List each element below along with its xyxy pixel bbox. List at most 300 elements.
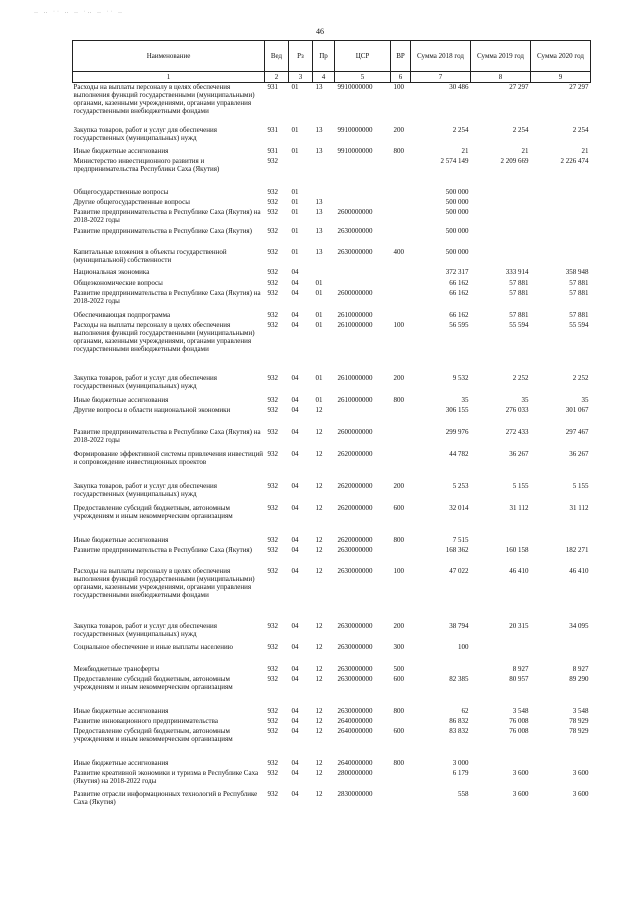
row-pr: 12 (315, 621, 323, 630)
row-pr: 13 (315, 207, 323, 216)
row-ved: 932 (267, 545, 278, 554)
row-pr: 12 (315, 535, 323, 544)
row-name: Расходы на выплаты персоналу в целях обеспечения выполнения функций государственными (муниципальными) органами, казенными учреждениями, органами управления государственными внебюджетными фондами (73, 83, 255, 115)
row-sum-2019 (471, 188, 531, 198)
row-ved: 932 (267, 664, 278, 673)
row-ved: 931 (267, 83, 278, 91)
row-csr (335, 268, 391, 279)
row-vr: 800 (393, 395, 404, 404)
row-csr: 2620000000 (337, 503, 373, 512)
col-header-2018: Сумма 2018 год (411, 41, 471, 72)
row-rz: 04 (291, 545, 299, 554)
row-sum-2018: 2 254 (452, 125, 469, 134)
row-ved: 932 (267, 566, 278, 575)
row-sum-2018: 47 022 (449, 566, 469, 575)
row-ved: 932 (267, 621, 278, 630)
row-pr: 01 (315, 310, 323, 319)
row-ved: 932 (267, 642, 278, 651)
row-name: Развитие отрасли информационных технологий в Республике Саха (Якутия) (73, 789, 258, 806)
row-pr: 12 (315, 726, 323, 735)
row-sum-2020: 78 929 (569, 716, 589, 725)
row-vr: 600 (393, 674, 404, 683)
row-sum-2019: 27 297 (509, 83, 529, 91)
row-name: Развитие предпринимательства в Республике Саха (Якутия) (73, 545, 252, 554)
row-vr (391, 227, 411, 248)
row-pr: 12 (315, 664, 323, 673)
row-sum-2020: 358 948 (565, 267, 589, 276)
row-rz: 04 (291, 320, 299, 329)
row-rz: 04 (291, 758, 299, 767)
row-sum-2018: 6 179 (452, 768, 469, 777)
row-pr: 12 (315, 449, 323, 458)
row-pr: 12 (315, 642, 323, 651)
row-name: Министерство инвестиционного развития и предпринимательства Республики Саха (Якутия) (73, 156, 220, 173)
header-row (73, 41, 591, 72)
row-rz: 04 (291, 642, 299, 651)
row-pr: 12 (315, 545, 323, 554)
row-sum-2020: 57 881 (569, 310, 589, 319)
row-rz: 04 (291, 278, 299, 287)
row-sum-2018: 5 253 (452, 481, 469, 490)
row-vr: 200 (393, 125, 404, 134)
row-ved: 931 (267, 125, 278, 134)
row-vr: 500 (393, 664, 404, 673)
row-sum-2018: 500 000 (445, 197, 469, 206)
row-csr: 2630000000 (337, 706, 373, 715)
col-number: 3 (289, 72, 313, 83)
row-name: Закупка товаров, работ и услуг для обеспечения государственных (муниципальных) нужд (73, 125, 217, 142)
row-ved: 932 (267, 187, 278, 196)
table-row (73, 504, 591, 536)
row-sum-2019 (471, 227, 531, 248)
row-rz: 01 (291, 83, 299, 91)
row-sum-2019: 3 548 (512, 706, 529, 715)
row-vr: 100 (393, 566, 404, 575)
row-csr: 2630000000 (337, 642, 373, 651)
row-vr: 800 (393, 535, 404, 544)
row-sum-2020: 297 467 (565, 427, 589, 436)
row-rz: 04 (291, 789, 299, 798)
row-sum-2019: 57 881 (509, 288, 529, 297)
row-sum-2018 (411, 665, 471, 675)
row-sum-2019 (471, 208, 531, 227)
row-ved: 932 (267, 226, 278, 235)
row-vr (391, 279, 411, 289)
col-header-vr: ВР (391, 41, 411, 72)
row-rz: 01 (291, 207, 299, 216)
row-sum-2020: 36 267 (569, 449, 589, 458)
row-ved: 932 (267, 481, 278, 490)
table-row (73, 289, 591, 311)
row-sum-2020 (531, 536, 591, 546)
col-header-pr: Пр (313, 41, 335, 72)
row-vr (391, 208, 411, 227)
row-sum-2018: 500 000 (445, 207, 469, 216)
row-pr: 13 (315, 247, 323, 256)
row-sum-2019: 3 600 (512, 768, 529, 777)
col-header-2019: Сумма 2019 год (471, 41, 531, 72)
row-csr (335, 188, 391, 198)
row-pr: 13 (315, 197, 323, 206)
row-vr (391, 311, 411, 321)
row-pr: 01 (315, 278, 323, 287)
row-sum-2018: 558 (458, 789, 469, 798)
row-rz: 04 (291, 310, 299, 319)
table-row (73, 188, 591, 198)
row-vr: 100 (393, 83, 404, 91)
row-rz: 04 (291, 674, 299, 683)
row-csr: 2830000000 (337, 789, 373, 798)
table-row (73, 450, 591, 482)
row-ved: 931 (267, 146, 278, 155)
row-ved: 932 (267, 373, 278, 382)
row-sum-2020: 57 881 (569, 288, 589, 297)
table-row (73, 279, 591, 289)
row-sum-2020: 182 271 (565, 545, 589, 554)
row-csr (335, 279, 391, 289)
row-ved: 932 (267, 310, 278, 319)
col-header-rz: Рз (289, 41, 313, 72)
row-pr: 13 (315, 83, 323, 91)
row-pr: 12 (315, 405, 323, 414)
row-name: Закупка товаров, работ и услуг для обеспечения государственных (муниципальных) нужд (73, 373, 217, 390)
row-rz: 04 (291, 716, 299, 725)
table-row (73, 157, 591, 188)
row-pr: 12 (315, 758, 323, 767)
row-sum-2019: 2 252 (512, 373, 529, 382)
table-row (73, 567, 591, 622)
row-csr: 2600000000 (337, 288, 373, 297)
row-csr: 2630000000 (337, 664, 373, 673)
table-row (73, 126, 591, 147)
table-row (73, 643, 591, 665)
row-ved: 932 (267, 156, 278, 165)
row-ved: 932 (267, 789, 278, 798)
col-header-ved: Вед (265, 41, 289, 72)
row-vr (391, 198, 411, 208)
column-number-row (73, 72, 591, 83)
row-sum-2020: 301 067 (565, 405, 589, 414)
row-ved: 932 (267, 716, 278, 725)
row-ved: 932 (267, 674, 278, 683)
table-row (73, 790, 591, 810)
row-vr: 300 (393, 642, 404, 651)
col-number: 9 (531, 72, 591, 83)
table-row (73, 665, 591, 675)
row-csr: 2600000000 (337, 207, 373, 216)
row-sum-2019: 76 008 (509, 716, 529, 725)
col-header-name: Наименование (73, 41, 265, 72)
row-rz: 04 (291, 768, 299, 777)
row-name: Развитие предпринимательства в Республике Саха (Якутия) на 2018-2022 годы (73, 207, 261, 224)
table-row (73, 248, 591, 268)
row-sum-2019: 21 (521, 146, 529, 155)
row-sum-2018: 66 162 (449, 310, 469, 319)
row-sum-2020 (531, 227, 591, 248)
row-csr: 9910000000 (337, 83, 373, 91)
table-row (73, 707, 591, 717)
row-sum-2018: 500 000 (445, 226, 469, 235)
row-sum-2019 (471, 536, 531, 546)
row-sum-2019 (471, 759, 531, 769)
row-name: Иные бюджетные ассигнования (73, 706, 169, 715)
row-csr: 2640000000 (337, 726, 373, 735)
row-csr: 2630000000 (337, 545, 373, 554)
row-ved: 932 (267, 247, 278, 256)
row-name: Развитие предпринимательства в Республике Саха (Якутия) на 2018-2022 годы (73, 427, 261, 444)
row-sum-2019: 36 267 (509, 449, 529, 458)
row-ved: 932 (267, 427, 278, 436)
row-sum-2020: 27 297 (569, 83, 589, 91)
row-rz: 04 (291, 503, 299, 512)
row-sum-2019: 2 254 (512, 125, 529, 134)
budget-table (72, 40, 591, 810)
row-sum-2019: 333 914 (505, 267, 529, 276)
row-rz: 04 (291, 566, 299, 575)
row-sum-2018: 500 000 (445, 247, 469, 256)
row-vr (391, 769, 411, 790)
row-sum-2018: 500 000 (445, 187, 469, 196)
row-csr: 2630000000 (337, 226, 373, 235)
row-sum-2019: 2 209 669 (500, 156, 529, 165)
row-ved: 932 (267, 405, 278, 414)
row-pr: 01 (315, 373, 323, 382)
row-sum-2019: 76 008 (509, 726, 529, 735)
row-sum-2018: 30 486 (449, 83, 469, 91)
row-rz: 04 (291, 427, 299, 436)
row-sum-2018: 299 976 (445, 427, 469, 436)
row-vr: 400 (393, 247, 404, 256)
row-sum-2020: 2 254 (572, 125, 589, 134)
row-ved: 932 (267, 726, 278, 735)
table-row (73, 536, 591, 546)
row-name: Другие общегосударственные вопросы (73, 197, 190, 206)
row-vr: 800 (393, 146, 404, 155)
row-vr (391, 717, 411, 727)
row-sum-2018: 83 832 (449, 726, 469, 735)
row-name: Общегосударственные вопросы (73, 187, 169, 196)
row-rz: 01 (291, 226, 299, 235)
row-sum-2018: 66 162 (449, 278, 469, 287)
row-vr: 200 (393, 621, 404, 630)
row-sum-2020: 31 112 (569, 503, 589, 512)
table-row (73, 311, 591, 321)
col-number: 7 (411, 72, 471, 83)
row-vr: 600 (393, 726, 404, 735)
row-sum-2018: 9 532 (452, 373, 469, 382)
table-row (73, 759, 591, 769)
table-row (73, 268, 591, 279)
row-sum-2019: 55 594 (509, 320, 529, 329)
row-rz: 01 (291, 197, 299, 206)
row-ved: 932 (267, 197, 278, 206)
table-row (73, 727, 591, 759)
row-sum-2018: 56 595 (449, 320, 469, 329)
table-row (73, 374, 591, 396)
table-row (73, 482, 591, 504)
row-rz: 04 (291, 481, 299, 490)
row-name: Развитие предпринимательства в Республике Саха (Якутия) на 2018-2022 годы (73, 288, 261, 305)
row-name: Социальное обеспечение и иные выплаты населению (73, 642, 233, 651)
row-name: Иные бюджетные ассигнования (73, 758, 169, 767)
row-name: Расходы на выплаты персоналу в целях обеспечения выполнения функций государственными (муниципальными) органами, казенными учреждениями, органами управления государственными внебюджетными фондами (73, 320, 255, 353)
table-row (73, 321, 591, 374)
row-sum-2020: 5 155 (572, 481, 589, 490)
row-sum-2018: 38 794 (449, 621, 469, 630)
table-row (73, 208, 591, 227)
table-row (73, 622, 591, 643)
row-pr: 12 (315, 427, 323, 436)
row-csr (335, 198, 391, 208)
row-sum-2020: 21 (581, 146, 589, 155)
row-name: Иные бюджетные ассигнования (73, 535, 169, 544)
table-row (73, 83, 591, 126)
row-pr: 13 (315, 125, 323, 134)
row-name: Развитие креативной экономики и туризма в Республике Саха (Якутия) на 2018-2022 годы (73, 768, 259, 785)
row-vr (391, 450, 411, 482)
row-sum-2018: 32 014 (449, 503, 469, 512)
row-ved: 932 (267, 449, 278, 458)
row-sum-2020 (531, 759, 591, 769)
row-vr (391, 428, 411, 450)
row-rz: 04 (291, 535, 299, 544)
row-vr: 200 (393, 373, 404, 382)
row-name: Закупка товаров, работ и услуг для обеспечения государственных (муниципальных) нужд (73, 481, 217, 498)
row-sum-2019: 3 600 (512, 789, 529, 798)
col-number: 4 (313, 72, 335, 83)
row-vr: 200 (393, 481, 404, 490)
row-pr: 12 (315, 566, 323, 575)
row-vr (391, 546, 411, 567)
row-name: Иные бюджетные ассигнования (73, 146, 169, 155)
row-rz: 04 (291, 373, 299, 382)
row-rz: 01 (291, 146, 299, 155)
row-sum-2018: 168 362 (445, 545, 469, 554)
row-sum-2020: 2 252 (572, 373, 589, 382)
row-pr: 01 (315, 320, 323, 329)
row-name: Межбюджетные трансферты (73, 664, 160, 673)
row-ved: 932 (267, 535, 278, 544)
row-csr (335, 157, 391, 188)
row-ved: 932 (267, 320, 278, 329)
row-rz: 04 (291, 664, 299, 673)
row-ved: 932 (267, 207, 278, 216)
row-sum-2019: 80 957 (509, 674, 529, 683)
row-name: Обеспечивающая подпрограмма (73, 310, 171, 319)
row-sum-2020: 89 290 (569, 674, 589, 683)
row-csr: 2630000000 (337, 566, 373, 575)
row-sum-2018: 62 (461, 706, 469, 715)
row-pr: 01 (315, 395, 323, 404)
row-sum-2020 (531, 208, 591, 227)
row-sum-2019: 20 315 (509, 621, 529, 630)
row-sum-2018: 2 574 149 (440, 156, 469, 165)
row-csr: 9910000000 (337, 146, 373, 155)
table-row (73, 769, 591, 790)
row-pr (313, 188, 335, 198)
row-name: Капитальные вложения в объекты государственной (муниципальной) собственности (73, 247, 227, 264)
row-ved: 932 (267, 706, 278, 715)
row-sum-2020: 57 881 (569, 278, 589, 287)
row-rz: 04 (291, 726, 299, 735)
row-sum-2018: 3 000 (452, 758, 469, 767)
table-body (73, 83, 591, 810)
row-vr (391, 268, 411, 279)
table-row (73, 675, 591, 707)
row-vr: 600 (393, 503, 404, 512)
row-pr: 12 (315, 716, 323, 725)
table-row (73, 227, 591, 248)
row-csr: 2620000000 (337, 481, 373, 490)
row-rz: 04 (291, 405, 299, 414)
row-name: Закупка товаров, работ и услуг для обеспечения государственных (муниципальных) нужд (73, 621, 217, 638)
row-sum-2018: 100 (458, 642, 469, 651)
row-sum-2020: 2 226 474 (560, 156, 589, 165)
row-pr: 12 (315, 674, 323, 683)
row-sum-2019: 276 033 (505, 405, 529, 414)
row-csr: 2610000000 (337, 373, 373, 382)
row-name: Другие вопросы в области национальной экономики (73, 405, 231, 414)
row-pr (313, 268, 335, 279)
row-rz: 04 (291, 706, 299, 715)
row-csr: 2620000000 (337, 449, 373, 458)
row-sum-2018: 7 515 (452, 535, 469, 544)
row-pr: 01 (315, 288, 323, 297)
row-sum-2019 (471, 198, 531, 208)
row-sum-2019: 57 881 (509, 278, 529, 287)
row-sum-2020: 3 548 (572, 706, 589, 715)
row-pr: 12 (315, 706, 323, 715)
row-vr (391, 790, 411, 810)
row-sum-2018: 44 782 (449, 449, 469, 458)
row-sum-2020: 35 (581, 395, 589, 404)
row-rz: 04 (291, 449, 299, 458)
col-number: 6 (391, 72, 411, 83)
row-sum-2019: 57 881 (509, 310, 529, 319)
row-ved: 932 (267, 267, 278, 276)
row-sum-2019 (471, 643, 531, 665)
row-sum-2020 (531, 188, 591, 198)
row-ved: 932 (267, 278, 278, 287)
row-pr: 12 (315, 503, 323, 512)
row-sum-2019: 8 927 (512, 664, 529, 673)
row-vr: 800 (393, 706, 404, 715)
col-number: 1 (73, 72, 265, 83)
row-sum-2020: 3 600 (572, 789, 589, 798)
row-sum-2019: 160 158 (505, 545, 529, 554)
row-csr: 2630000000 (337, 674, 373, 683)
row-sum-2020 (531, 198, 591, 208)
row-name: Предоставление субсидий бюджетным, автономным учреждениям и иным некоммерческим организациям (73, 726, 233, 743)
row-sum-2019: 35 (521, 395, 529, 404)
row-rz (289, 157, 313, 188)
scan-marks: ‥ ‥ ·· ‥ ‥ ·‥ ‥ ·· ‥ (34, 9, 125, 15)
row-ved: 932 (267, 503, 278, 512)
row-sum-2020: 78 929 (569, 726, 589, 735)
row-pr: 13 (315, 226, 323, 235)
row-sum-2019: 46 410 (509, 566, 529, 575)
col-header-2020: Сумма 2020 год (531, 41, 591, 72)
col-number: 5 (335, 72, 391, 83)
row-csr (335, 406, 391, 428)
row-name: Иные бюджетные ассигнования (73, 395, 169, 404)
row-name: Предоставление субсидий бюджетным, автономным учреждениям и иным некоммерческим организациям (73, 503, 233, 520)
row-sum-2020: 3 600 (572, 768, 589, 777)
row-sum-2018: 86 832 (449, 716, 469, 725)
row-rz: 01 (291, 247, 299, 256)
row-ved: 932 (267, 395, 278, 404)
row-rz: 01 (291, 187, 299, 196)
